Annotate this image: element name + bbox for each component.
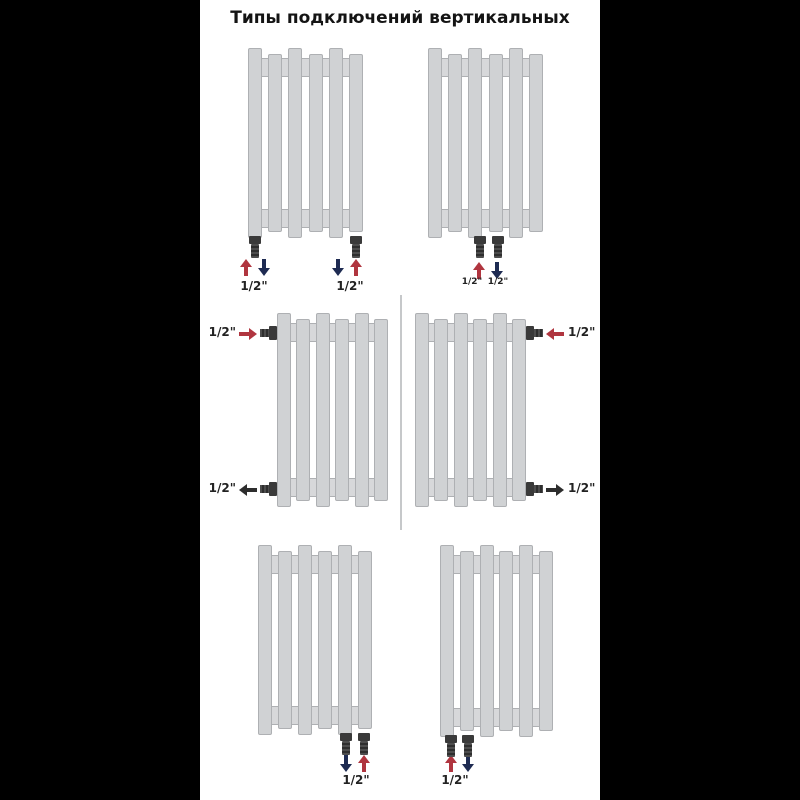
return-down-arrow-icon: [462, 755, 474, 772]
radiator-tube: [358, 551, 372, 729]
radiator-tube: [529, 54, 543, 232]
size-label: 1/2": [568, 325, 596, 339]
radiator-tubes: [248, 48, 363, 238]
radiator-tube: [309, 54, 323, 232]
supply-up-arrow-icon: [350, 259, 362, 276]
radiator-tube: [349, 54, 363, 232]
radiator-tube: [248, 48, 262, 238]
radiator-bottom-center: [428, 48, 543, 238]
size-label: 1/2": [240, 279, 268, 293]
radiator-tube: [298, 545, 312, 735]
radiator-tube: [355, 313, 369, 507]
left-black-bar: [0, 0, 200, 800]
radiator-tube: [338, 545, 352, 735]
right-black-bar: [600, 0, 800, 800]
valve-icon: [260, 482, 277, 496]
size-label: 1/2": [441, 773, 469, 787]
size-label: 1/2": [342, 773, 370, 787]
radiator-tubes: [428, 48, 543, 238]
valve-icon: [445, 735, 457, 757]
radiator-tube: [329, 48, 343, 238]
supply-left-arrow-icon: [546, 328, 564, 340]
radiator-side-left: [277, 313, 388, 507]
valve-icon: [474, 236, 486, 258]
size-label: 1/2": [208, 325, 236, 339]
radiator-tube: [473, 319, 487, 501]
valve-icon: [526, 326, 543, 340]
radiator-tube: [318, 551, 332, 729]
section-divider: [400, 295, 402, 530]
radiator-tube: [448, 54, 462, 232]
radiator-tube: [374, 319, 388, 501]
radiator-tube: [335, 319, 349, 501]
radiator-tube: [296, 319, 310, 501]
valve-icon: [350, 236, 362, 258]
valve-icon: [462, 735, 474, 757]
valve-icon: [249, 236, 261, 258]
return-right-arrow-icon: [546, 484, 564, 496]
size-label: 1/2": [487, 277, 509, 287]
radiator-tube: [468, 48, 482, 238]
return-left-arrow-icon: [239, 484, 257, 496]
return-down-arrow-icon: [258, 259, 270, 276]
radiator-bottom-left-pair: [440, 545, 553, 737]
radiator-bottom-right-pair: [258, 545, 372, 735]
radiator-tube: [288, 48, 302, 238]
radiator-tubes: [258, 545, 372, 735]
valve-icon: [526, 482, 543, 496]
radiator-tube: [509, 48, 523, 238]
radiator-tube: [460, 551, 474, 731]
return-down-arrow-icon: [332, 259, 344, 276]
radiator-tube: [268, 54, 282, 232]
supply-right-arrow-icon: [239, 328, 257, 340]
radiator-tube: [278, 551, 292, 729]
supply-up-arrow-icon: [445, 755, 457, 772]
radiator-tube: [480, 545, 494, 737]
valve-icon: [492, 236, 504, 258]
supply-up-arrow-icon: [240, 259, 252, 276]
radiator-tube: [519, 545, 533, 737]
valve-icon: [340, 733, 352, 755]
size-label: 1/2": [336, 279, 364, 293]
return-down-arrow-icon: [340, 755, 352, 772]
radiator-tube: [428, 48, 442, 238]
radiator-tube: [454, 313, 468, 507]
size-label: 1/2": [461, 277, 483, 287]
size-label: 1/2": [208, 481, 236, 495]
radiator-tube: [512, 319, 526, 501]
radiator-tube: [440, 545, 454, 737]
radiator-tube: [258, 545, 272, 735]
valve-icon: [260, 326, 277, 340]
radiator-bottom-opposite-ends: [248, 48, 363, 238]
valve-icon: [358, 733, 370, 755]
radiator-tube: [415, 313, 429, 507]
size-label: 1/2": [568, 481, 596, 495]
radiator-tube: [434, 319, 448, 501]
page-title: Типы подключений вертикальных: [230, 8, 570, 28]
radiator-tube: [493, 313, 507, 507]
radiator-tube: [316, 313, 330, 507]
radiator-tubes: [277, 313, 388, 507]
radiator-tube: [489, 54, 503, 232]
radiator-tubes: [415, 313, 526, 507]
radiator-tube: [277, 313, 291, 507]
radiator-tube: [499, 551, 513, 731]
supply-up-arrow-icon: [358, 755, 370, 772]
radiator-tubes: [440, 545, 553, 737]
radiator-tube: [539, 551, 553, 731]
radiator-side-right: [415, 313, 526, 507]
